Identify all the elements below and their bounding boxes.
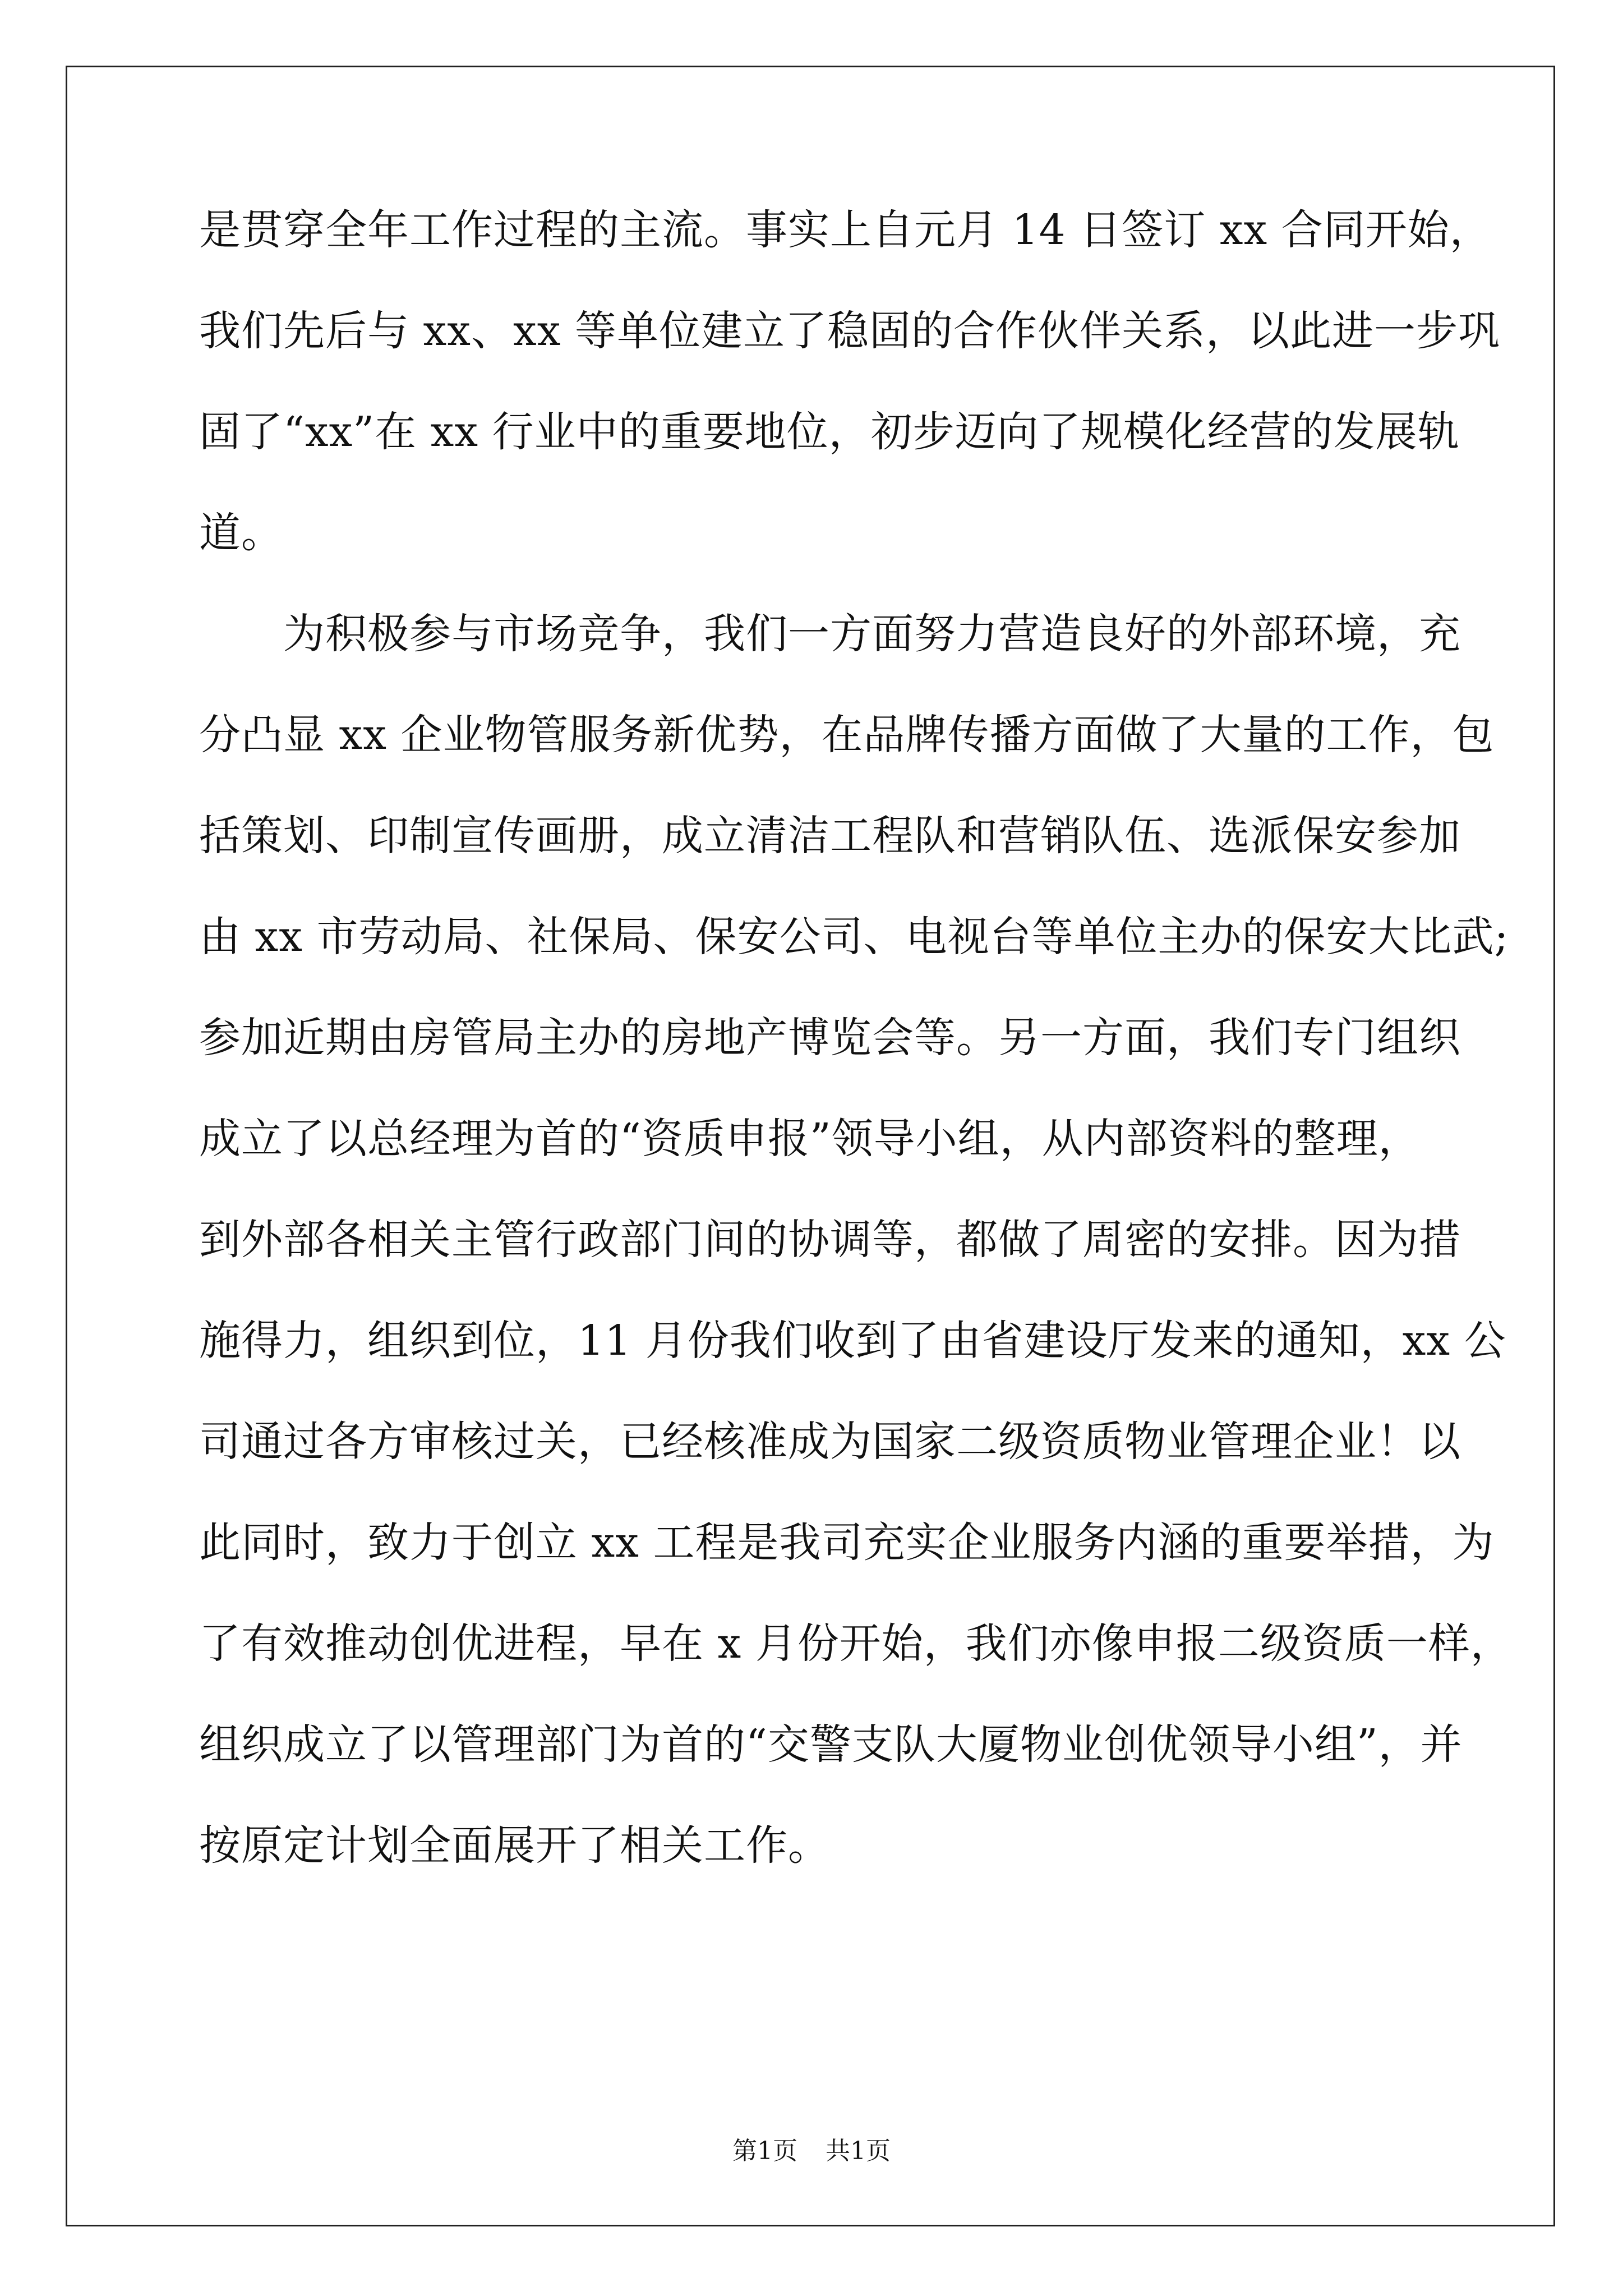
page-number-total: 共1页: [826, 2137, 891, 2165]
text-line: 司通过各方审核过关，已经核准成为国家二级资质物业管理企业！以: [199, 1418, 1461, 1466]
text-line: 此同时，致力于创立 xx 工程是我司充实企业服务内涵的重要举措，为: [199, 1519, 1495, 1567]
page-number-current: 第1页: [732, 2137, 797, 2165]
text-line: 施得力，组织到位，11 月份我们收到了由省建设厅发来的通知，xx 公: [199, 1317, 1506, 1365]
text-line: 固了“xx”在 xx 行业中的重要地位，初步迈向了规模化经营的发展轨: [199, 408, 1460, 456]
text-line: 括策划、印制宣传画册，成立清洁工程队和营销队伍、选派保安参加: [199, 812, 1461, 860]
text-line: 组织成立了以管理部门为首的“交警支队大厦物业创优领导小组”，并: [199, 1720, 1463, 1769]
text-line: 为积极参与市场竞争，我们一方面努力营造良好的外部环境，充: [199, 610, 1461, 658]
text-line: 按原定计划全面展开了相关工作。: [199, 1821, 830, 1870]
text-line: 到外部各相关主管行政部门间的协调等，都做了周密的安排。因为措: [199, 1216, 1461, 1264]
text-line: 由 xx 市劳动局、社保局、保安公司、电视台等单位主办的保安大比武;: [199, 913, 1509, 961]
text-line: 我们先后与 xx、xx 等单位建立了稳固的合作伙伴关系，以此进一步巩: [199, 307, 1500, 355]
text-line: 分凸显 xx 企业物管服务新优势，在品牌传播方面做了大量的工作，包: [199, 711, 1495, 759]
text-line: 成立了以总经理为首的“资质申报”领导小组，从内部资料的整理，: [199, 1115, 1421, 1163]
text-line: 是贯穿全年工作过程的主流。事实上自元月 14 日签订 xx 合同开始，: [199, 206, 1492, 254]
page-footer: [0, 2134, 1623, 2168]
text-line: 参加近期由房管局主办的房地产博览会等。另一方面，我们专门组织: [199, 1014, 1461, 1062]
text-line: 道。: [199, 509, 283, 557]
text-line: 了有效推动创优进程，早在 x 月份开始，我们亦像申报二级资质一样，: [199, 1619, 1513, 1668]
